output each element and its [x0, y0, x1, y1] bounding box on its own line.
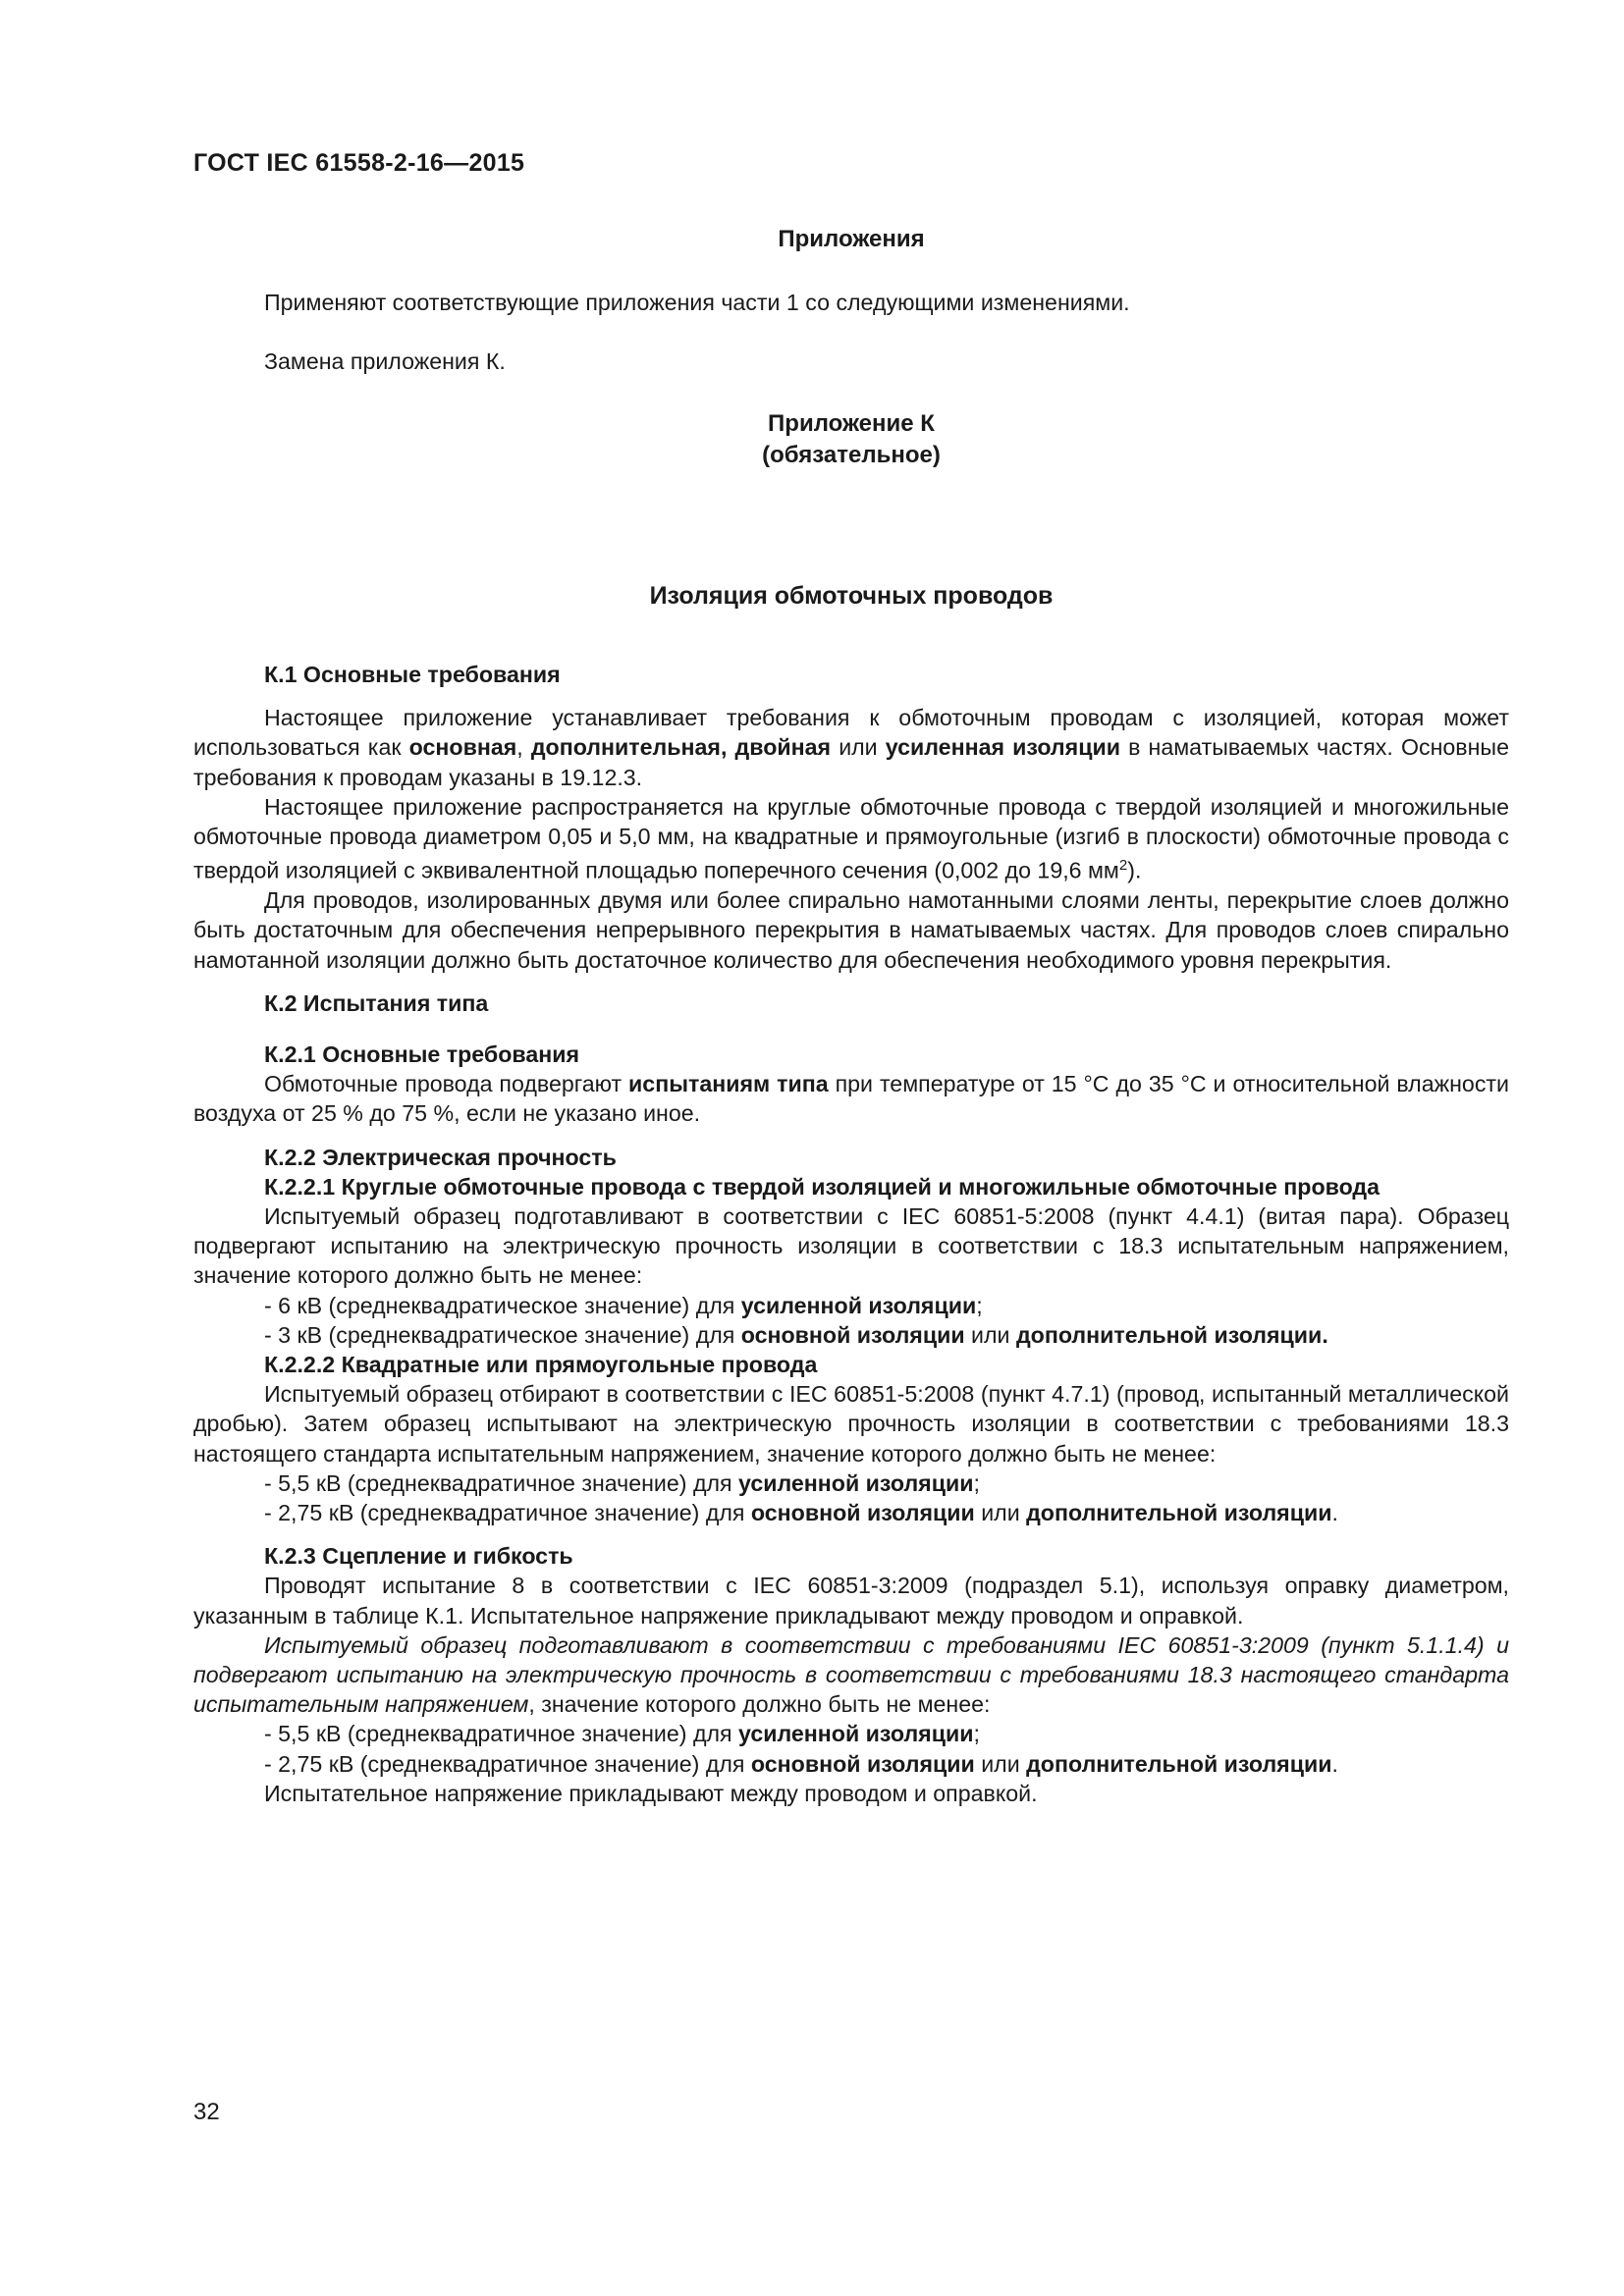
- k22-heading: К.2.2 Электрическая прочность: [264, 1144, 617, 1170]
- k221-list-item-1: - 6 кВ (среднеквадратическое значение) для усиленной изоляции;: [264, 1292, 983, 1318]
- appendices-intro-block: [193, 288, 1509, 317]
- k221-paragraph: Испытуемый образец подготавливают в соответствии с IEC 60851-5:2008 (пункт 4.4.1) (витая пара). Образец подвергают испытанию на электрическую прочность изоляции в соответствии с 18.3 испытательным напряжением, значение которого должно быть не менее:: [193, 1202, 1509, 1289]
- k23-paragraph: Проводят испытание 8 в соответствии с IEC 60851-3:2009 (подраздел 5.1), используя оправку диаметром, указанным в таблице К.1. Испытательное напряжение прикладывают между проводом и оправкой.: [193, 1573, 1509, 1629]
- k23-list-item-2: - 2,75 кВ (среднеквадратичное значение) для основной изоляции или дополнительной изоляции.: [264, 1750, 1338, 1777]
- k222-list-item-1: - 5,5 кВ (среднеквадратичное значение) для усиленной изоляции;: [264, 1469, 980, 1496]
- k222-heading: К.2.2.2 Квадратные или прямоугольные провода: [264, 1352, 818, 1377]
- annex-k-status: (обязательное): [762, 442, 941, 468]
- annex-body: [193, 660, 1509, 1808]
- appendices-title: Приложения: [778, 226, 925, 252]
- k21-paragraph: Обмоточные провода подвергают испытаниям типа при температуре от 15 °С до 35 °С и относительной влажности воздуха от 25 % до 75 %, если не указано иное.: [193, 1071, 1509, 1127]
- annex-k-subject: Изоляция обмоточных проводов: [649, 582, 1054, 610]
- page-number: 32: [193, 2099, 220, 2125]
- k221-heading: К.2.2.1 Круглые обмоточные провода с твердой изоляцией и многожильные обмоточные провода: [264, 1173, 1380, 1200]
- k1-paragraph-1: Настоящее приложение устанавливает требования к обмоточным проводам с изоляцией, которая может использоваться как основная, дополнительная, двойная или усиленная изоляции в наматываемых частях. Основные требования к проводам указаны в 19.12.3.: [193, 705, 1509, 790]
- k2-heading: К.2 Испытания типа: [264, 989, 489, 1016]
- k222-list-item-2: - 2,75 кВ (среднеквадратичное значение) для основной изоляции или дополнительной изоляции.: [264, 1500, 1338, 1526]
- annex-k-title: Приложение К: [768, 410, 935, 437]
- k221-list-item-2: - 3 кВ (среднеквадратическое значение) для основной изоляции или дополнительной изоляции.: [264, 1321, 1328, 1348]
- k1-paragraph-2: Настоящее приложение распространяется на круглые обмоточные провода с твердой изоляцией и многожильные обмоточные провода диаметром 0,05 и 5,0 мм, на квадратные и прямоугольные (изгиб в плоскости) обмоточные провода с твердой изоляцией с эквивалентной площадью поперечного сечения (0,002 до 19,6 $мм^2$).: [193, 793, 1509, 883]
- k1-paragraph-3: Для проводов, изолированных двумя или более спирально намотанными слоями ленты, перекрытие слоев должно быть достаточным для обеспечения непрерывного перекрытия в наматываемых частях. Для проводов слоев спирально намотанной изоляции должно быть достаточное количество для обеспечения необходимого уровня перекрытия.: [193, 887, 1509, 973]
- standard-code: ГОСТ IEC 61558-2-16—2015: [193, 149, 525, 177]
- appendix-replacement: Замена приложения К.: [264, 348, 506, 374]
- k23-final-paragraph: Испытательное напряжение прикладывают между проводом и оправкой.: [264, 1780, 1038, 1806]
- k23-italic-paragraph: Испытуемый образец подготавливают в соответствии с требованиями IEC 60851-3:2009 (пункт 5.1.1.4) и подвергают испытанию на электрическую прочность в соответствии с требованиями 18.3 настоящего стандарта испытательным напряжением, значение которого должно быть не менее:: [193, 1631, 1509, 1718]
- k23-heading: К.2.3 Сцепление и гибкость: [264, 1543, 573, 1570]
- k23-list-item-1: - 5,5 кВ (среднеквадратичное значение) для усиленной изоляции;: [264, 1721, 980, 1747]
- appendices-intro: Применяют соответствующие приложения части 1 со следующими изменениями.: [264, 290, 1130, 315]
- appendix-replacement-block: [193, 347, 1509, 376]
- k1-heading: К.1 Основные требования: [264, 662, 561, 687]
- k222-paragraph: Испытуемый образец отбирают в соответствии с IEC 60851-5:2008 (пункт 4.7.1) (провод, испытанный металлической дробью). Затем образец испытывают на электрическую прочность изоляции в соответствии с требованиями 18.3 настоящего стандарта испытательным напряжением, значение которого должно быть не менее:: [193, 1381, 1509, 1467]
- k21-heading: К.2.1 Основные требования: [264, 1041, 580, 1067]
